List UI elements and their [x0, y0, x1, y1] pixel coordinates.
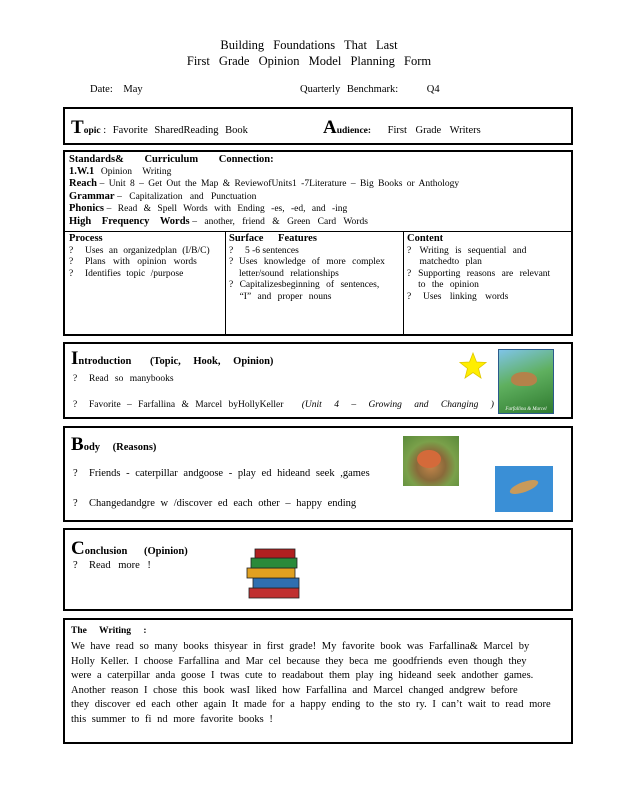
- writing-line: Holly Keller. I choose Farfallina and Mar cel because they beca me goodfriends even though they: [71, 655, 527, 667]
- date-row: [90, 84, 143, 95]
- hfw-text: – another, friend & Green Card Words: [192, 216, 368, 227]
- standards-box: [63, 150, 573, 336]
- page-title-line1: Building Foundations That Last: [220, 38, 398, 52]
- list-item: ? Uses linking words: [407, 291, 509, 302]
- list-item: ? Plans with opinion words: [69, 257, 197, 267]
- surface-heading: Surface Features: [229, 233, 317, 244]
- book-cover-image: [498, 349, 554, 414]
- benchmark-label: Quarterly Benchmark:: [300, 84, 399, 95]
- phonics-text: – Read & Spell Words with Ending -es, -ed, and -ing: [106, 204, 348, 214]
- audience-word: udience:: [336, 126, 372, 136]
- conclusion-heading: Conclusion (Opinion): [71, 538, 188, 559]
- page-title-line2: First Grade Opinion Model Planning Form: [186, 54, 432, 68]
- conclusion-box: [63, 528, 573, 611]
- list-item: ? Friends - caterpillar andgoose - play ed hideand seek ,games: [73, 468, 370, 479]
- writing-label: The Writing :: [71, 626, 147, 636]
- books-stack-icon: [245, 546, 305, 600]
- star-icon: [459, 352, 487, 380]
- list-item: ? Capitalizesbeginning of sentences, “I” and proper nouns: [229, 280, 380, 302]
- topic-word: opic: [83, 126, 101, 136]
- list-item: ? 5 -6 sentences: [229, 245, 299, 256]
- surface-features-column: [229, 233, 397, 303]
- writing-line: were a caterpillar anda goose I twas cute to readabout them play ing hideand seek andother games.: [71, 670, 534, 682]
- list-item: ? Favorite – Farfallina & Marcel byHollyKeller (Unit 4 – Growing and Changing ): [73, 400, 494, 410]
- introduction-heading: Introduction (Topic, Hook, Opinion): [71, 348, 274, 369]
- content-heading: Content: [407, 233, 444, 244]
- book-cover-title: Farfallina & Marcel: [505, 407, 547, 412]
- writing-line: We have read so many books thisyear in first grade! My favorite book was Farfallina& Marcel by: [71, 641, 530, 652]
- list-item: ? Uses an organizedplan (I/B/C): [69, 245, 210, 256]
- grammar-label: Grammar: [69, 190, 115, 202]
- standard-text: Opinion Writing: [100, 166, 172, 177]
- writing-box: [63, 618, 573, 744]
- list-item: ? Changedandgre w /discover ed each other – happy ending: [73, 498, 357, 509]
- audience-field: [323, 117, 481, 139]
- list-item: ? Writing is sequential and matchedto plan: [407, 245, 527, 267]
- standards-heading: Standards& Curriculum Connection:: [69, 154, 274, 165]
- reach-text: – Unit 8 – Get Out the Map & ReviewofUnits1 -7Literature – Big Books or Anthology: [99, 179, 460, 189]
- goose-shape: [511, 372, 537, 386]
- audience-value: First Grade Writers: [387, 125, 481, 136]
- writing-line: they discover ed each other again It made for a happy ending to the sto ry. I can’t wait to read more: [71, 699, 551, 711]
- standard-code: 1.W.1: [69, 165, 95, 177]
- list-item: ? Supporting reasons are relevant to the opinion: [407, 268, 551, 290]
- goose-shape: [508, 477, 540, 497]
- writing-paragraph: [71, 640, 567, 728]
- phonics-label: Phonics: [69, 203, 105, 214]
- list-item: ? Read so manybooks: [73, 374, 174, 384]
- date-label: Date:: [90, 84, 113, 95]
- grammar-text: – Capitalization and Punctuation: [117, 191, 257, 202]
- content-column: [407, 233, 557, 303]
- writing-line: this summer to fi nd more favorite books !: [71, 713, 273, 725]
- process-heading: Process: [69, 233, 103, 244]
- topic-value: : Favorite SharedReading Book: [103, 125, 248, 136]
- topic-letter: T: [71, 117, 84, 138]
- hfw-label: High Frequency Words: [69, 215, 190, 227]
- list-item: ? Read more !: [73, 560, 151, 571]
- caterpillar-goose-image: [403, 436, 459, 486]
- benchmark-value: Q4: [426, 84, 440, 95]
- introduction-box: [63, 342, 573, 419]
- list-item: ? Identifies topic /purpose: [69, 268, 184, 279]
- date-value: May: [123, 84, 143, 95]
- body-heading: Body (Reasons): [71, 434, 157, 455]
- topic-audience-box: [63, 107, 573, 145]
- audience-letter: A: [323, 117, 337, 138]
- standards-section: [69, 154, 569, 228]
- body-box: [63, 426, 573, 522]
- writing-line: Another reason I chose this book wasI liked how Farfallina and Marcel changed andgrew before: [71, 684, 518, 696]
- column-divider: [403, 231, 404, 334]
- goose-shape: [417, 450, 441, 468]
- column-divider: [225, 231, 226, 334]
- divider: [65, 231, 571, 232]
- process-column: [69, 233, 219, 280]
- reach-label: Reach: [69, 178, 97, 189]
- benchmark-row: [300, 84, 440, 95]
- flying-goose-image: [495, 466, 553, 512]
- topic-field: [71, 117, 248, 139]
- list-item: ? Uses knowledge of more complex letter/sound relationships: [229, 257, 385, 279]
